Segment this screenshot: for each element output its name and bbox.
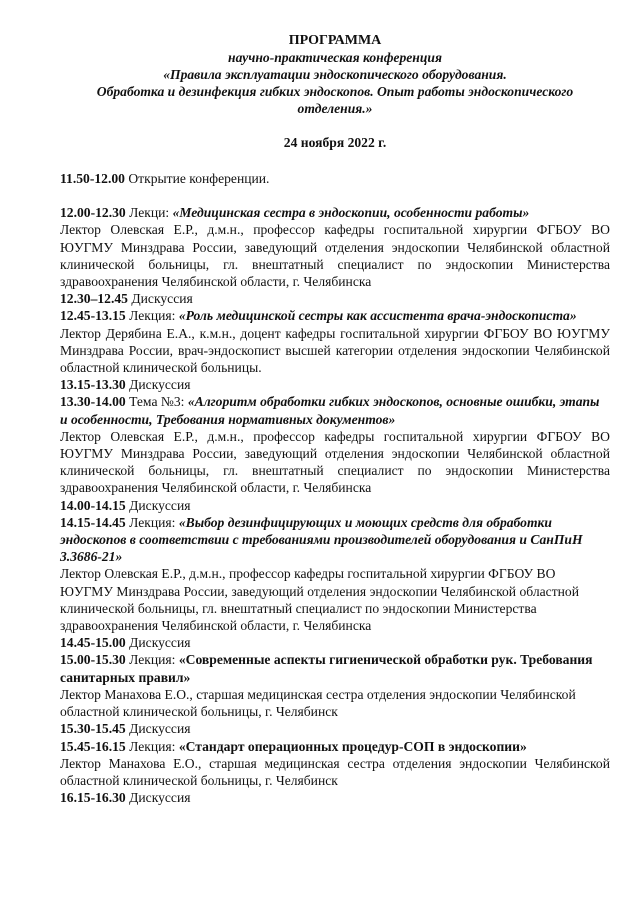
item-time: 13.15-13.30 — [60, 377, 126, 393]
schedule-item-lecture — [60, 204, 610, 221]
schedule-item-discussion — [60, 376, 610, 393]
schedule-item-discussion — [60, 497, 610, 514]
schedule-item-discussion — [60, 789, 610, 806]
item-topic: «Современные аспекты гигиенической обработки рук. Требования санитарных правил» — [60, 652, 593, 685]
conference-name-line-2: Обработка и дезинфекция гибких эндоскопов. Опыт работы эндоскопического отделения.» — [96, 84, 574, 116]
item-label: Лекци: — [129, 205, 170, 221]
item-topic: «Медицинская сестра в эндоскопии, особенности работы» — [172, 205, 530, 221]
item-label: Лекция: — [129, 738, 176, 754]
item-time: 15.00-15.30 — [60, 652, 126, 668]
conference-date: 24 ноября 2022 г. — [283, 135, 387, 150]
item-topic: «Выбор дезинфицирующих и моющих средств для обработки эндоскопов в соответствии с требованиями производителей оборудования и СанПиН 3.3686-21» — [60, 514, 583, 565]
program-schedule — [60, 170, 610, 806]
program-title: ПРОГРАММА — [288, 33, 382, 48]
item-time: 11.50-12.00 — [60, 171, 125, 186]
item-label: Дискуссия — [129, 721, 191, 737]
item-lector: Лектор Манахова Е.О., старшая медицинская сестра отделения эндоскопии Челябинской областной клинической больницы, г. Челябинск — [60, 755, 610, 788]
item-time: 16.15-16.30 — [60, 790, 126, 806]
item-label: Дискуссия — [129, 377, 191, 393]
conference-type: научно-практическая конференция — [228, 50, 442, 65]
schedule-item-lecture — [60, 307, 610, 324]
item-topic: «Роль медицинской сестры как ассистента врача-эндоскописта» — [178, 308, 577, 324]
item-lector: Лектор Олевская Е.Р., д.м.н., профессор кафедры госпитальной хирургии ФГБОУ ВО ЮУГМУ Минздрава России, заведующий отделения эндоскопии Челябинской областной клинической больницы, гл. внештатный специалист по эндоскопии Министерства здравоохранения Челябинской области, г. Челябинска — [60, 222, 610, 290]
item-lector: Лектор Дерябина Е.А., к.м.н., доцент кафедры госпитальной хирургии ФГБОУ ВО ЮУГМУ Минздрава России, врач-эндоскопист высшей категории отделения эндоскопии Челябинской областной клинической больницы. — [60, 325, 610, 376]
schedule-item-topic — [60, 393, 610, 427]
item-time: 15.45-16.15 — [60, 738, 126, 754]
item-label: Лекция: — [129, 514, 176, 530]
item-topic: «Стандарт операционных процедур-СОП в эндоскопии» — [178, 738, 527, 754]
schedule-item-discussion — [60, 720, 610, 737]
item-topic: «Алгоритм обработки гибких эндоскопов, основные ошибки, этапы и особенности, Требования нормативных документов» — [60, 394, 600, 427]
schedule-item-lecture — [60, 651, 610, 685]
item-label: Открытие конференции. — [128, 171, 270, 186]
item-time: 12.30–12.45 — [60, 291, 128, 307]
item-time: 12.00-12.30 — [60, 205, 126, 221]
program-header — [60, 32, 610, 151]
schedule-item-opening — [60, 170, 610, 187]
item-time: 14.00-14.15 — [60, 497, 126, 513]
item-label: Тема №3: — [129, 394, 185, 410]
item-lector: Лектор Манахова Е.О., старшая медицинская сестра отделения эндоскопии Челябинской областной клинической больницы, г. Челябинск — [60, 686, 576, 720]
item-lector: Лектор Олевская Е.Р., д.м.н., профессор кафедры госпитальной хирургии ФГБОУ ВО ЮУГМУ Минздрава России, заведующий отделения эндоскопии Челябинской областной клинической больницы, гл. внештатный специалист по эндоскопии Министерства здравоохранения Челябинской области, г. Челябинска — [60, 566, 579, 634]
schedule-item-discussion — [60, 634, 610, 651]
item-time: 14.45-15.00 — [60, 635, 126, 651]
conference-name-line-1: «Правила эксплуатации эндоскопического оборудования. — [163, 67, 507, 82]
schedule-item-discussion — [60, 290, 610, 307]
schedule-item-lecture — [60, 514, 610, 566]
item-label: Дискуссия — [129, 635, 191, 651]
item-time: 14.15-14.45 — [60, 514, 126, 530]
item-label: Дискуссия — [131, 291, 193, 307]
item-time: 15.30-15.45 — [60, 721, 126, 737]
item-time: 12.45-13.15 — [60, 308, 126, 324]
item-label: Лекция: — [129, 652, 176, 668]
schedule-item-lecture — [60, 738, 610, 755]
item-label: Дискуссия — [129, 790, 191, 806]
item-label: Лекция: — [129, 308, 176, 324]
item-time: 13.30-14.00 — [60, 394, 126, 410]
item-label: Дискуссия — [129, 497, 191, 513]
item-lector: Лектор Олевская Е.Р., д.м.н., профессор кафедры госпитальной хирургии ФГБОУ ВО ЮУГМУ Минздрава России, заведующий отделения эндоскопии Челябинской областной клинической больницы, гл. внештатный специалист по эндоскопии Министерства здравоохранения Челябинской области, г. Челябинска — [60, 428, 610, 496]
document-page — [60, 32, 610, 806]
